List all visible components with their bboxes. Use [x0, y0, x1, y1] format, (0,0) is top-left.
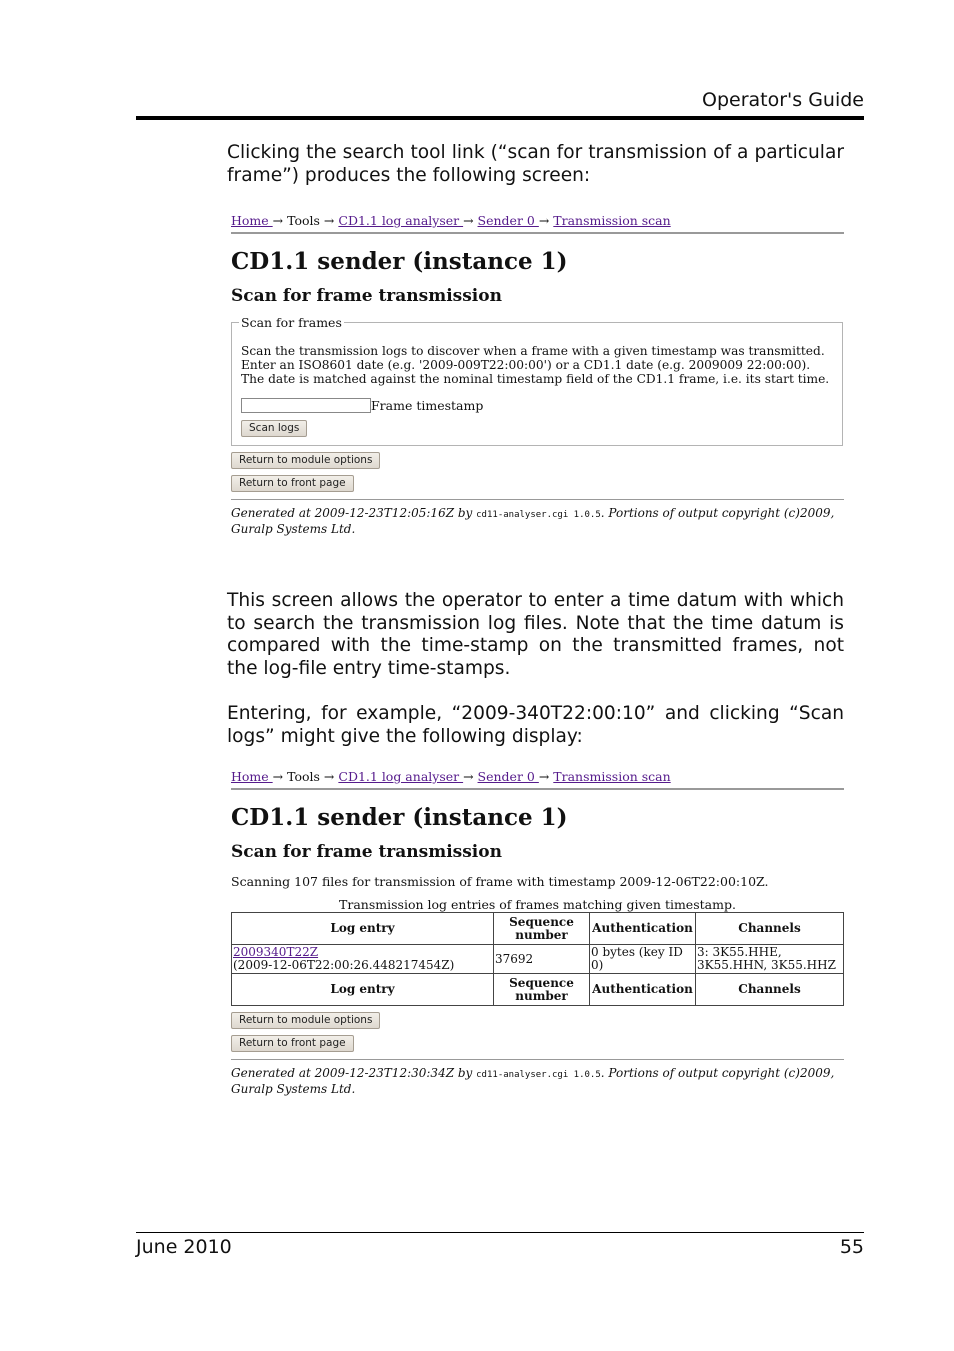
- generator-program: cd11-analyser.cgi 1.0.5: [476, 510, 601, 520]
- column-header: Sequence number: [494, 974, 590, 1006]
- breadcrumb-scan-link[interactable]: Transmission scan: [553, 769, 671, 784]
- generator-program: cd11-analyser.cgi 1.0.5: [476, 1070, 601, 1080]
- channels-cell: 3: 3K55.HHE, 3K55.HHN, 3K55.HHZ: [696, 945, 844, 974]
- breadcrumb-home-link[interactable]: Home: [231, 213, 273, 228]
- breadcrumb-tools: Tools: [287, 213, 320, 228]
- breadcrumb-separator: →: [538, 213, 554, 228]
- footer-rule: [231, 499, 844, 500]
- column-header: Log entry: [232, 974, 494, 1006]
- explanation-paragraph: This screen allows the operator to enter a time datum with which to search the transmission log files. Note that the time datum is compared with the time-stamp on the transmitted frames, not the log-file entry time-stamps.: [227, 590, 844, 679]
- return-module-button[interactable]: Return to module options: [231, 1012, 380, 1029]
- return-module-button[interactable]: Return to module options: [231, 452, 380, 469]
- section-title: Scan for frame transmission: [231, 286, 502, 306]
- column-header: Channels: [696, 913, 844, 945]
- column-header: Channels: [696, 974, 844, 1006]
- sequence-cell: 37692: [494, 945, 590, 974]
- generated-text: Generated at 2009-12-23T12:05:16Z by: [231, 506, 477, 520]
- generated-text: Generated at 2009-12-23T12:30:34Z by: [231, 1066, 477, 1080]
- copyright-text: . Portions of output copyright (c)2009, Guralp Systems Ltd.: [231, 1066, 835, 1096]
- breadcrumb-tools: Tools: [287, 769, 320, 784]
- page-title: CD1.1 sender (instance 1): [231, 248, 568, 275]
- breadcrumb-analyser-link[interactable]: CD1.1 log analyser: [338, 769, 464, 784]
- frame-timestamp-input[interactable]: [241, 398, 371, 413]
- frame-timestamp-label: Frame timestamp: [371, 398, 484, 413]
- copyright-text: . Portions of output copyright (c)2009, Guralp Systems Ltd.: [231, 506, 835, 536]
- breadcrumb-separator: →: [272, 213, 288, 228]
- column-header: Sequence number: [494, 913, 590, 945]
- scan-fieldset: [231, 315, 843, 446]
- breadcrumb-separator: →: [319, 769, 339, 784]
- page-title: CD1.1 sender (instance 1): [231, 804, 568, 831]
- column-header: Authentication: [590, 974, 696, 1006]
- scan-results-screenshot: [231, 769, 844, 1096]
- table-row: [232, 945, 844, 974]
- scan-description: Scan the transmission logs to discover when a frame with a given timestamp was transmitted. Enter an ISO8601 date (e.g. '2009-009T22:00:00') or a CD1.1 date (e.g. 2009009 22:00:00). The date is matched against the nominal timestamp field of the CD1.1 frame, i.e. its start time.: [241, 344, 830, 386]
- section-title: Scan for frame transmission: [231, 842, 502, 862]
- generated-note: [231, 506, 844, 536]
- column-header: Authentication: [590, 913, 696, 945]
- breadcrumb: [231, 213, 844, 228]
- generated-note: [231, 1066, 844, 1096]
- log-entry-link[interactable]: 2009340T22Z: [233, 945, 319, 959]
- log-entry-cell: [232, 945, 494, 974]
- fieldset-legend: Scan for frames: [241, 315, 342, 330]
- table-header-row: [232, 913, 844, 945]
- scanning-status: Scanning 107 files for transmission of frame with timestamp 2009-12-06T22:00:10Z.: [231, 874, 769, 889]
- timestamp-row: [241, 397, 834, 414]
- breadcrumb: [231, 769, 844, 784]
- breadcrumb-rule: [231, 232, 844, 234]
- intro-paragraph: Clicking the search tool link (“scan for transmission of a particular frame”) produces the following screen:: [227, 142, 844, 186]
- results-caption: Transmission log entries of frames matching given timestamp.: [339, 897, 736, 912]
- breadcrumb-rule: [231, 788, 844, 790]
- footer-rule: [231, 1059, 844, 1060]
- page-number: 55: [839, 1236, 864, 1258]
- breadcrumb-analyser-link[interactable]: CD1.1 log analyser: [338, 213, 464, 228]
- page-header-title: Operator's Guide: [701, 89, 864, 111]
- authentication-cell: 0 bytes (key ID 0): [590, 945, 696, 974]
- breadcrumb-separator: →: [319, 213, 339, 228]
- breadcrumb-separator: →: [463, 769, 478, 784]
- header-rule: [136, 116, 864, 120]
- scan-form-screenshot: [231, 213, 844, 536]
- return-front-button[interactable]: Return to front page: [231, 1035, 354, 1052]
- table-footer-row: [232, 974, 844, 1006]
- footer-date: June 2010: [136, 1236, 232, 1258]
- return-front-button[interactable]: Return to front page: [231, 475, 354, 492]
- scan-logs-button[interactable]: Scan logs: [241, 420, 307, 437]
- breadcrumb-separator: →: [538, 769, 554, 784]
- example-paragraph: Entering, for example, “2009-340T22:00:10” and clicking “Scan logs” might give the following display:: [227, 703, 844, 747]
- breadcrumb-sender-link[interactable]: Sender 0: [477, 213, 539, 228]
- breadcrumb-separator: →: [463, 213, 478, 228]
- results-table: [231, 898, 844, 1006]
- column-header: Log entry: [232, 913, 494, 945]
- breadcrumb-separator: →: [272, 769, 288, 784]
- log-entry-time: (2009-12-06T22:00:26.448217454Z): [233, 958, 455, 972]
- breadcrumb-scan-link[interactable]: Transmission scan: [553, 213, 671, 228]
- footer-page-rule: [136, 1232, 864, 1233]
- breadcrumb-sender-link[interactable]: Sender 0: [477, 769, 539, 784]
- breadcrumb-home-link[interactable]: Home: [231, 769, 273, 784]
